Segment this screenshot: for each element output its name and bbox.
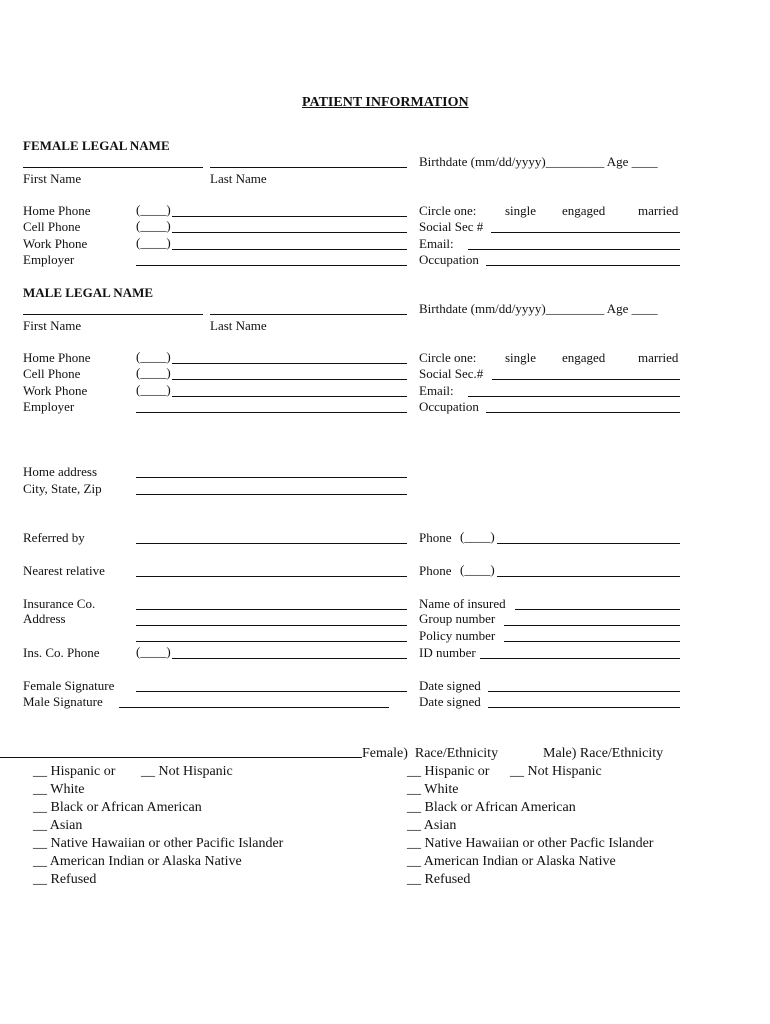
female-legal-name-heading: FEMALE LEGAL NAME: [23, 138, 170, 153]
male-home-phone-line[interactable]: [172, 363, 407, 364]
male-signature-label: Male Signature: [23, 694, 103, 709]
female-email-line[interactable]: [468, 249, 680, 250]
male-married-option[interactable]: married: [638, 350, 679, 365]
city-state-zip-label: City, State, Zip: [23, 481, 102, 496]
female-race-option-american-indian[interactable]: __ American Indian or Alaska Native: [33, 854, 242, 869]
female-hispanic-option[interactable]: __ Hispanic or: [33, 764, 116, 779]
male-single-option[interactable]: single: [505, 350, 537, 365]
male-first-name-line[interactable]: [23, 314, 203, 315]
insurance-company-line[interactable]: [136, 609, 407, 610]
female-circle-one-label: Circle one:: [419, 203, 477, 218]
home-address-line[interactable]: [136, 477, 407, 478]
nearest-relative-label: Nearest relative: [23, 563, 105, 578]
male-last-name-line[interactable]: [210, 314, 407, 315]
male-race-option-hawaiian[interactable]: __ Native Hawaiian or other Pacfic Islander: [407, 836, 654, 851]
male-email-label: Email:: [419, 383, 454, 398]
female-occupation-label: Occupation: [419, 252, 479, 267]
female-cell-phone-label: Cell Phone: [23, 219, 81, 234]
home-address-label: Home address: [23, 464, 98, 479]
relative-phone-line[interactable]: [497, 576, 680, 577]
insurance-phone-line[interactable]: [172, 658, 407, 659]
insurance-phone-area: (____): [136, 644, 171, 659]
female-occupation-line[interactable]: [486, 265, 680, 266]
male-occupation-line[interactable]: [486, 412, 680, 413]
female-date-signed-line[interactable]: [488, 691, 680, 692]
male-date-signed-line[interactable]: [488, 707, 680, 708]
referred-phone-area: (____): [460, 529, 495, 544]
male-cell-phone-area: (____): [136, 365, 171, 380]
male-engaged-option[interactable]: engaged: [562, 350, 606, 365]
male-work-phone-line[interactable]: [172, 396, 407, 397]
female-race-option-refused[interactable]: __ Refused: [33, 872, 97, 887]
female-employer-line[interactable]: [136, 265, 407, 266]
female-employer-label: Employer: [23, 252, 75, 267]
female-work-phone-line[interactable]: [172, 249, 407, 250]
female-race-option-black[interactable]: __ Black or African American: [33, 800, 202, 815]
female-social-sec-label: Social Sec #: [419, 219, 484, 234]
policy-number-line[interactable]: [504, 641, 680, 642]
female-birthdate-label: Birthdate (mm/dd/yyyy)_________ Age ____: [419, 154, 658, 169]
male-birthdate-label: Birthdate (mm/dd/yyyy)_________ Age ____: [419, 301, 658, 316]
female-race-heading: Female) Race/Ethnicity: [362, 746, 499, 761]
female-engaged-option[interactable]: engaged: [562, 203, 606, 218]
female-signature-line[interactable]: [136, 691, 407, 692]
race-divider-line: [0, 757, 362, 758]
male-race-option-american-indian[interactable]: __ American Indian or Alaska Native: [407, 854, 616, 869]
male-last-name-label: Last Name: [210, 318, 267, 333]
male-home-phone-area: (____): [136, 349, 171, 364]
group-number-label: Group number: [419, 611, 496, 626]
male-not-hispanic-option[interactable]: __ Not Hispanic: [510, 764, 602, 779]
male-legal-name-heading: MALE LEGAL NAME: [23, 285, 154, 300]
referred-phone-label: Phone: [419, 530, 452, 545]
male-cell-phone-line[interactable]: [172, 379, 407, 380]
male-date-signed-label: Date signed: [419, 694, 481, 709]
male-race-option-asian[interactable]: __ Asian: [407, 818, 457, 833]
id-number-line[interactable]: [480, 658, 680, 659]
female-married-option[interactable]: married: [638, 203, 679, 218]
female-home-phone-line[interactable]: [172, 216, 407, 217]
insurance-address-line[interactable]: [136, 625, 407, 626]
referred-by-label: Referred by: [23, 530, 85, 545]
male-social-sec-label: Social Sec.#: [419, 366, 484, 381]
name-of-insured-line[interactable]: [515, 609, 680, 610]
name-of-insured-label: Name of insured: [419, 596, 506, 611]
id-number-label: ID number: [419, 645, 476, 660]
female-first-name-line[interactable]: [23, 167, 203, 168]
male-race-option-refused[interactable]: __ Refused: [407, 872, 471, 887]
male-social-sec-line[interactable]: [492, 379, 680, 380]
female-social-sec-line[interactable]: [491, 232, 680, 233]
insurance-address-label: Address: [23, 611, 66, 626]
female-cell-phone-area: (____): [136, 218, 171, 233]
male-circle-one-label: Circle one:: [419, 350, 477, 365]
male-work-phone-area: (____): [136, 382, 171, 397]
male-email-line[interactable]: [468, 396, 680, 397]
female-last-name-line[interactable]: [210, 167, 407, 168]
male-home-phone-label: Home Phone: [23, 350, 91, 365]
female-not-hispanic-option[interactable]: __ Not Hispanic: [141, 764, 233, 779]
male-employer-label: Employer: [23, 399, 75, 414]
relative-phone-label: Phone: [419, 563, 452, 578]
female-work-phone-area: (____): [136, 235, 171, 250]
insurance-address-line-2[interactable]: [136, 641, 407, 642]
insurance-phone-label: Ins. Co. Phone: [23, 645, 100, 660]
male-employer-line[interactable]: [136, 412, 407, 413]
male-race-option-white[interactable]: __ White: [407, 782, 459, 797]
male-signature-line[interactable]: [119, 707, 389, 708]
female-home-phone-label: Home Phone: [23, 203, 91, 218]
female-single-option[interactable]: single: [505, 203, 537, 218]
female-last-name-label: Last Name: [210, 171, 267, 186]
male-race-option-black[interactable]: __ Black or African American: [407, 800, 576, 815]
female-work-phone-label: Work Phone: [23, 236, 88, 251]
female-race-option-asian[interactable]: __ Asian: [33, 818, 83, 833]
city-state-zip-line[interactable]: [136, 494, 407, 495]
female-race-option-hawaiian[interactable]: __ Native Hawaiian or other Pacific Islander: [33, 836, 284, 851]
insurance-company-label: Insurance Co.: [23, 596, 96, 611]
relative-phone-area: (____): [460, 562, 495, 577]
policy-number-label: Policy number: [419, 628, 496, 643]
referred-by-line[interactable]: [136, 543, 407, 544]
female-signature-label: Female Signature: [23, 678, 115, 693]
male-work-phone-label: Work Phone: [23, 383, 88, 398]
female-date-signed-label: Date signed: [419, 678, 481, 693]
nearest-relative-line[interactable]: [136, 576, 407, 577]
female-cell-phone-line[interactable]: [172, 232, 407, 233]
male-hispanic-option[interactable]: __ Hispanic or: [407, 764, 490, 779]
male-cell-phone-label: Cell Phone: [23, 366, 81, 381]
referred-phone-line[interactable]: [497, 543, 680, 544]
male-first-name-label: First Name: [23, 318, 82, 333]
male-occupation-label: Occupation: [419, 399, 479, 414]
female-race-option-white[interactable]: __ White: [33, 782, 85, 797]
female-email-label: Email:: [419, 236, 454, 251]
group-number-line[interactable]: [504, 625, 680, 626]
male-race-heading: Male) Race/Ethnicity: [543, 746, 664, 761]
female-first-name-label: First Name: [23, 171, 82, 186]
page-title: PATIENT INFORMATION: [302, 95, 469, 110]
female-home-phone-area: (____): [136, 202, 171, 217]
